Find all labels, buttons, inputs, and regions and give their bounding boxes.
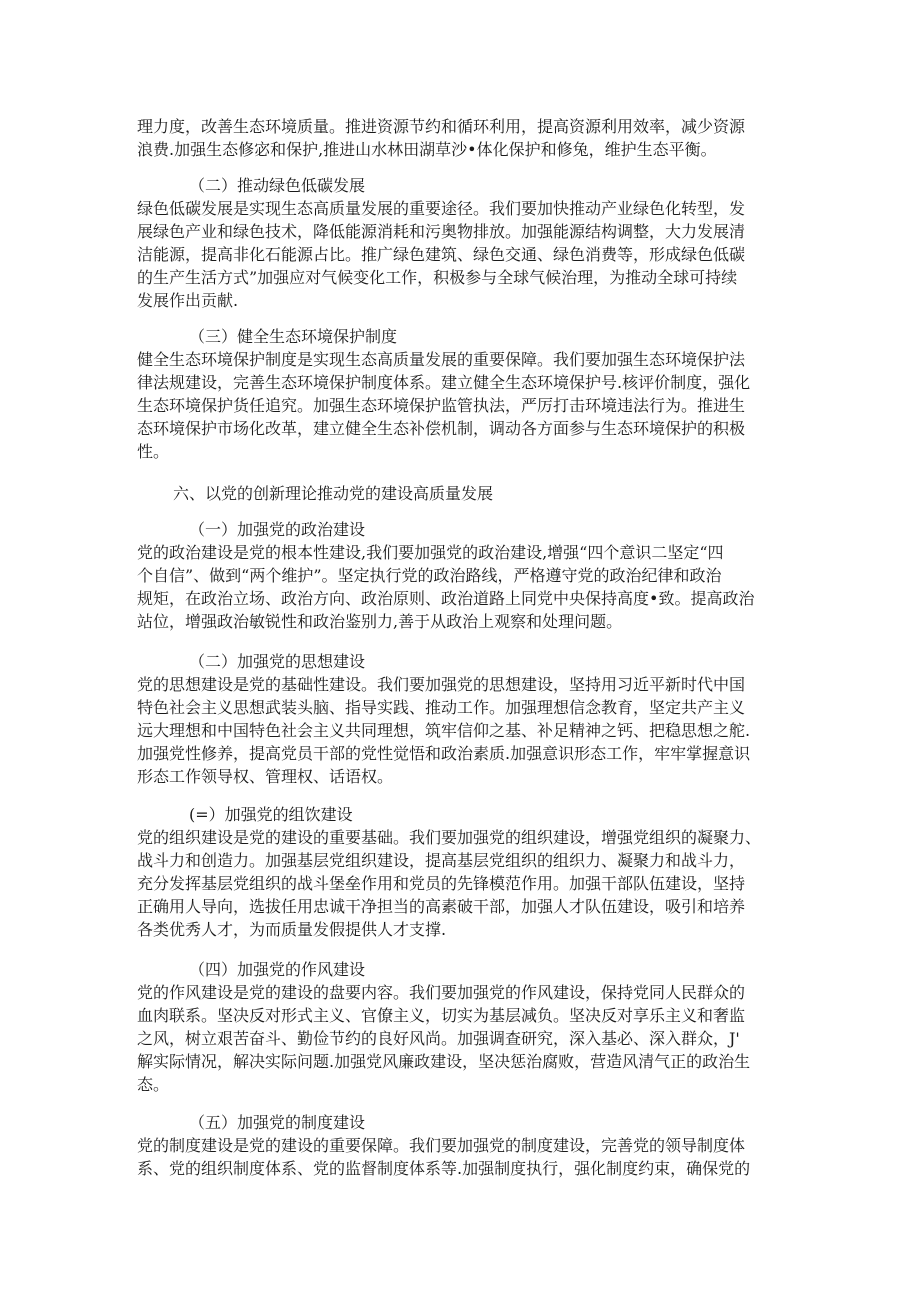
paragraph-political-building <box>137 541 787 633</box>
text-line: 洁能源，提高非化石能源占比。推广绿色建筑、绿色交通、绿色消费等，形成绿色低碳 <box>137 245 746 264</box>
text-line: 战斗力和创造力。加强基层党组织建设，提高基层党组织的组织力、凝聚力和战斗力， <box>137 851 746 870</box>
heading-political-building: （一）加强党的政治建设 <box>189 520 366 539</box>
text-line: 党的制度建设是党的建设的重要保障。我们要加强党的制度建设，完善党的领导制度体 <box>137 1136 746 1155</box>
text-line: 规矩，在政治立场、政治方向、政治原则、政治道路上同党中央保持高度•致。提高政治 <box>137 589 755 608</box>
text-line: 各类优秀人才，为而质量发假提供人才支撑. <box>137 920 447 939</box>
text-line: 党的政治建设是党的根本性建设,我们要加强党的政治建设,增强“四个意识二坚定“四 <box>137 543 724 562</box>
text-line: 党的作风建设是党的建设的盘要内容。我们要加强党的作风建设，保持党同人民群众的 <box>137 983 746 1002</box>
paragraph-ecology-protection-end <box>137 115 787 161</box>
heading-ecology-protection-system: （三）健全生态环境保护制度 <box>189 327 398 346</box>
paragraph-ecology-protection-system <box>137 348 787 463</box>
paragraph-organizational-building <box>137 826 787 941</box>
text-line: 血肉联系。坚决反对形式主义、官僚主义，切实为基层减负。坚决反对享乐主义和奢监 <box>137 1006 746 1025</box>
text-line: 系、党的组织制度体系、党的监督制度体系等.加强制度执行，强化制度约束，确保党的 <box>137 1159 751 1178</box>
text-line: 之风，树立艰苦奋斗、勤俭节约的良好风尚。加强调查研究，深入基必、深入群众，J' <box>137 1029 740 1048</box>
paragraph-institutional-building <box>137 1134 787 1180</box>
heading-ideological-building: （二）加强党的思想建设 <box>189 652 366 671</box>
text-line: 态。 <box>137 1075 170 1094</box>
text-line: 展绿色产业和绿色技术，降低能源消耗和污奥物排放。加强能源结构调整，大力发展清 <box>137 222 746 241</box>
text-line: 特色社会主义思想武装头脑、指导实践、推动工作。加强理想信念教育，坚定共产主义 <box>137 698 746 717</box>
paragraph-work-style-building <box>137 981 787 1096</box>
heading-section-six: 六、以党的创新理论推动党的建设高质量发展 <box>173 484 494 503</box>
text-line: 加强党性修养，提高党员干部的党性觉悟和政治素质.加强意识形态工作，牢牢掌握意识 <box>137 744 751 763</box>
text-line: 形态工作领导权、管理权、话语权。 <box>137 767 394 786</box>
text-line: 发展作出贡献. <box>137 291 239 310</box>
text-line: 个自信”、做到“两个维护”。坚定执行党的政治路线，严格遵守党的政治纪律和政治 <box>137 566 722 585</box>
heading-work-style-building: （四）加强党的作风建设 <box>189 960 366 979</box>
text-line: 党的思想建设是党的基础性建设。我们要加强党的思想建设，坚持用习近平新时代中国 <box>137 675 746 694</box>
text-line: 充分发挥基层党组织的战斗堡垒作用和党员的先锋模范作用。加强干部队伍建设，坚持 <box>137 874 746 893</box>
text-line: 健全生态环境保护制度是实现生态高质量发展的重要保障。我们要加强生态环境保护法 <box>137 350 746 369</box>
text-line: 站位，增强政治敏锐性和政治鉴别力,善于从政治上观察和处理问题。 <box>137 612 623 631</box>
text-line: 正确用人导向，选拔任用忠诚干净担当的高素破干部，加强人才队伍建设，吸引和培养 <box>137 897 746 916</box>
paragraph-green-low-carbon <box>137 197 787 312</box>
text-line: 远大理想和中国特色社会主义共同理想，筑牢信仰之基、补足精神之钙、把稳思想之舵. <box>137 721 751 740</box>
text-line: 解实际情况，解决实际问题.加强党风廉政建设，坚决惩治腐败，营造风清气正的政治生 <box>137 1052 751 1071</box>
heading-organizational-building: (=）加强党的组饮建设 <box>189 805 353 824</box>
text-line: 党的组织建设是党的建设的重要基础。我们要加强党的组织建设，增强党组织的凝聚力、 <box>137 828 762 847</box>
heading-green-low-carbon: （二）推动绿色低碳发展 <box>189 176 366 195</box>
text-line: 生态环境保护货任追究。加强生态环境保护监管执法，严厉打击环境违法行为。推进生 <box>137 396 746 415</box>
text-line: 性。 <box>137 442 170 461</box>
text-line: 态环境保护市场化改革，建立健全生态补偿机制，调动各方面参与生态环境保护的积极 <box>137 419 746 438</box>
text-line: 的生产生活方式”加强应对气候变化工作，积极参与全球气候治理，为推动全球可持续 <box>137 268 738 287</box>
heading-institutional-building: （五）加强党的制度建设 <box>189 1113 366 1132</box>
text-line: 律法规建设，完善生态环境保护制度体系。建立健全生态环境保护号.核评价制度，强化 <box>137 373 751 392</box>
paragraph-ideological-building <box>137 673 787 788</box>
text-line: 浪费.加强生态修宓和保护,推进山水林田湖草沙•体化保护和修兔，维护生态平衡。 <box>137 140 717 159</box>
text-line: 绿色低碳发展是实现生态高质量发展的重要途径。我们要加快推动产业绿色化转型，发 <box>137 199 746 218</box>
text-line: 理力度，改善生态环境质量。推进资源节约和循环利用，提高资源利用效率，减少资源 <box>137 117 746 136</box>
